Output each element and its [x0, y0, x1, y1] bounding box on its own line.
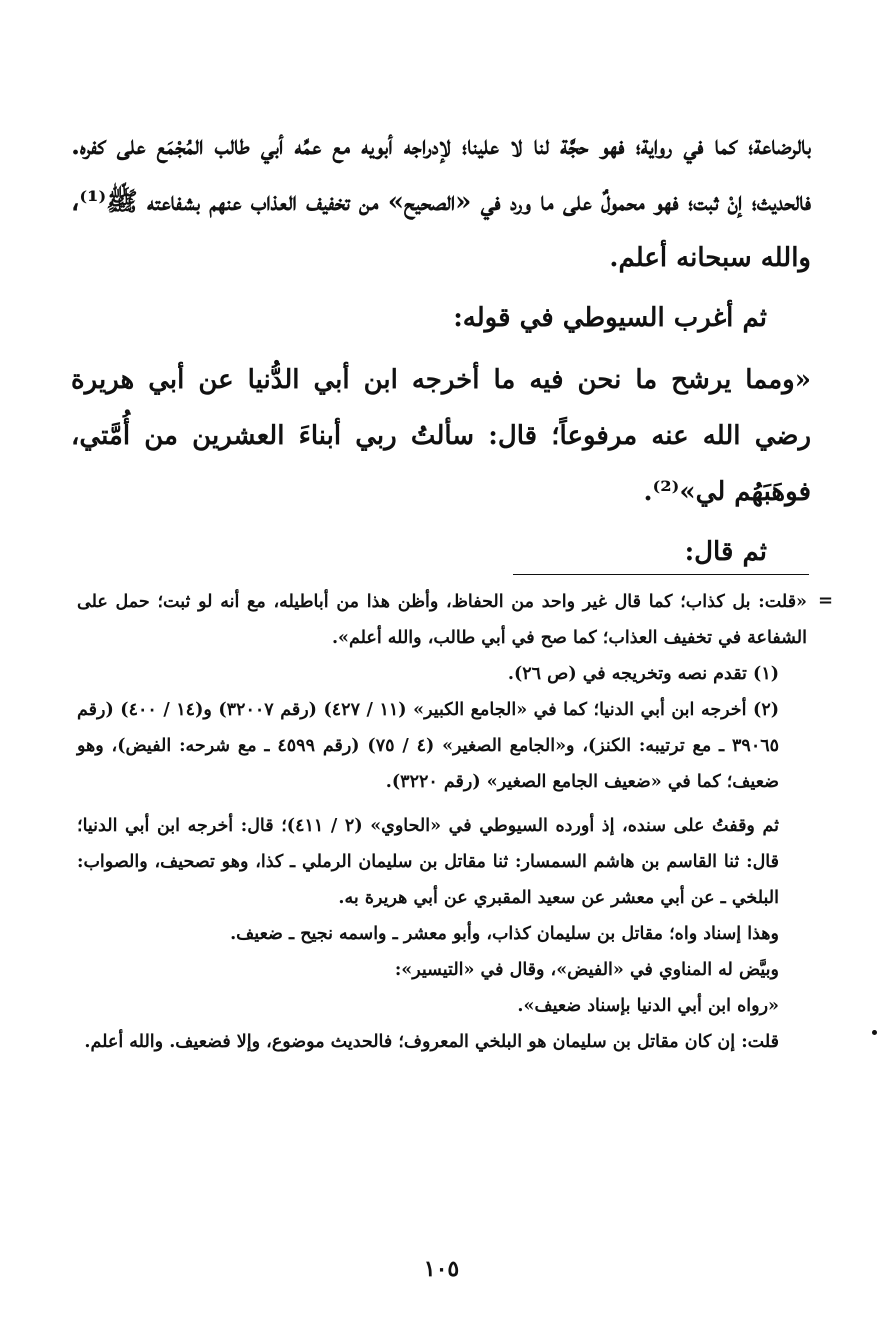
footnotes: [77, 584, 807, 1060]
footnote-2: (٢) أخرجه ابن أبي الدنيا؛ كما في «الجامع الكبير» (١١ / ٤٢٧) (رقم ٣٢٠٠٧) و(١٤ / ٤٠٠) (رقم ٣٩٠٦٥ ـ مع ترتيبه: الكنز)، و«الجامع الصغير» (٤ / ٧٥) (رقم ٤٥٩٩ ـ مع شرحه: الفيض)، وهو ضعيف؛ كما في «ضعيف الجامع الصغير» (رقم ٣٢٢٠).: [77, 700, 780, 792]
footnote-quote: «رواه ابن أبي الدنيا بإسناد ضعيف».: [517, 996, 779, 1016]
page-number: ١٠٥: [423, 1256, 460, 1282]
footnote-paragraph-4: قلت: إن كان مقاتل بن سليمان هو البلخي المعروف؛ فالحديث موضوع، وإلا فضعيف. والله أعلم.: [84, 1032, 779, 1052]
footnote-paragraph-3: وبيَّض له المناوي في «الفيض»، وقال في «التيسير»:: [394, 960, 779, 980]
footnote-continuation: «قلت: بل كذاب؛ كما قال غير واحد من الحفاظ، وأظن هذا من أباطيله، مع أنه لو ثبت؛ حمل على الشفاعة في تخفيف العذاب؛ كما صح في أبي طالب، والله أعلم».: [77, 592, 807, 648]
footnote-paragraph-2: وهذا إسناد واه؛ مقاتل بن سليمان كذاب، وأبو معشر ـ واسمه نجيح ـ ضعيف.: [230, 924, 779, 944]
footnote-1: (١) تقدم نصه وتخريجه في (ص ٢٦).: [507, 664, 779, 684]
margin-dot: [872, 1030, 877, 1035]
hadith-quote: «ومما يرشح ما نحن فيه ما أخرجه ابن أبي الدُّنيا عن أبي هريرة رضي الله عنه مرفوعاً؛ قال: سألتُ ربي أبناءَ العشرين من أُمَّتي، فوهَبَهُم لي»⁽²⁾.: [71, 365, 811, 507]
section-heading: ثم أغرب السيوطي في قوله:: [453, 303, 767, 333]
main-paragraph: بالرضاعة؛ كما في رواية؛ فهو حجَّة لنا لا علينا؛ لإدراجه أبويه مع عمِّه أبي طالب المُجْمَع على كفره. فالحديث؛ إنْ ثبت؛ فهو محمولٌ على ما ورد في «الصحيح» من تخفيف العذاب عنهم بشفاعته ﷺ⁽¹⁾، والله سبحانه أعلم.: [71, 131, 811, 273]
main-text: [71, 118, 811, 580]
footnote-paragraph-1: ثم وقفتُ على سنده، إذ أورده السيوطي في «الحاوي» (٢ / ٤١١)؛ قال: أخرجه ابن أبي الدنيا؛ قال: ثنا القاسم بن هاشم السمسار: ثنا مقاتل بن سليمان الرملي ـ كذا، وهو تصحيف، والصواب: البلخي ـ عن أبي معشر عن سعيد المقبري عن أبي هريرة به.: [77, 816, 780, 908]
section-heading-2: ثم قال:: [684, 537, 767, 567]
continuation-mark: =: [818, 590, 834, 611]
footnote-separator: [513, 574, 809, 575]
